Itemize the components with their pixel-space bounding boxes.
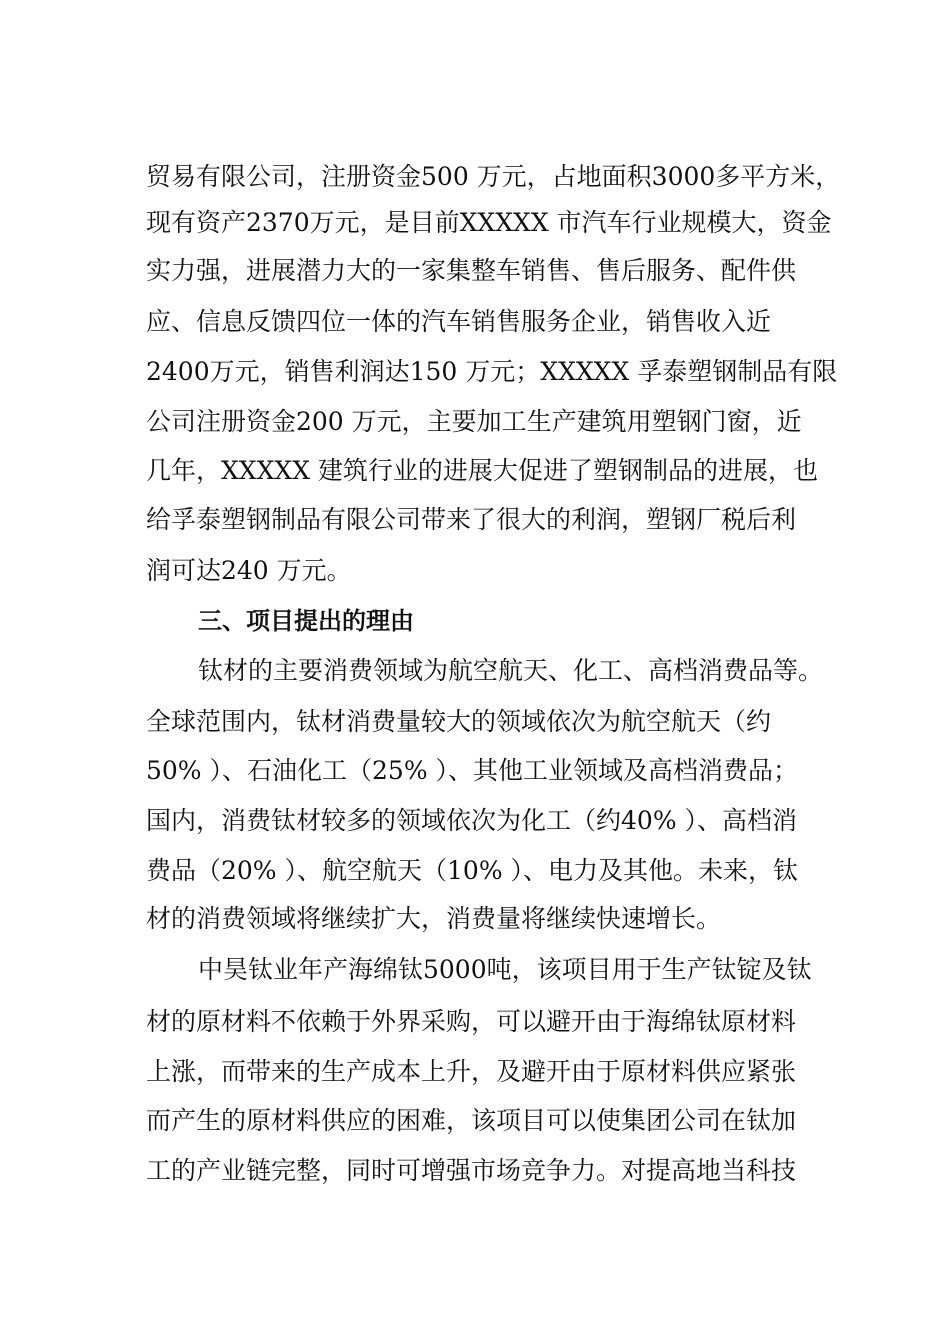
- para1-line-6: 公司注册资金200 万元，主要加工生产建筑用塑钢门窗，近: [146, 407, 802, 436]
- para1-line-7: 几年，XXXXX 建筑行业的进展大促进了塑钢制品的进展，也: [146, 456, 818, 485]
- para2-line-2: 全球范围内，钛材消费量较大的领域依次为航空航天（约: [146, 707, 772, 736]
- para2-line-3: 50% ）、石油化工（25% ）、其他工业领域及高档消费品；: [146, 756, 799, 785]
- para1-line-9: 润可达240 万元。: [146, 556, 352, 585]
- para1-line-5: 2400万元，销售利润达150 万元；XXXXX 孚泰塑钢制品有限: [146, 357, 838, 386]
- para1-line-4: 应、信息反馈四位一体的汽车销售服务企业，销售收入近: [146, 307, 772, 336]
- para2-line-1: 钛材的主要消费领域为航空航天、化工、高档消费品等。: [198, 656, 824, 685]
- para3-line-2: 材的原材料不依赖于外界采购，可以避开由于海绵钛原材料: [146, 1007, 797, 1036]
- para3-line-3: 上涨，而带来的生产成本上升，及避开由于原材料供应紧张: [146, 1057, 797, 1086]
- para2-line-5: 费品（20% ）、航空航天（10% ）、电力及其他。未来，钛: [146, 856, 799, 885]
- para1-line-8: 给孚泰塑钢制品有限公司带来了很大的利润，塑钢厂税后利: [146, 505, 797, 534]
- para2-line-4: 国内，消费钛材较多的领域依次为化工（约40% ）、高档消: [146, 806, 798, 835]
- para2-line-6: 材的消费领域将继续扩大，消费量将继续快速增长。: [146, 904, 722, 933]
- para1-line-3: 实力强，进展潜力大的一家集整车销售、售后服务、配件供: [146, 256, 797, 285]
- para1-line-2: 现有资产2370万元，是目前XXXXX 市汽车行业规模大，资金: [146, 208, 832, 237]
- para3-line-5: 工的产业链完整，同时可增强市场竞争力。对提高地当科技: [146, 1156, 797, 1185]
- para3-line-1: 中昊钛业年产海绵钛5000吨，该项目用于生产钛锭及钛: [198, 955, 812, 984]
- para1-line-1: 贸易有限公司，注册资金500 万元，占地面积3000多平方米，: [146, 162, 841, 191]
- para3-line-4: 而产生的原材料供应的困难，该项目可以使集团公司在钛加: [146, 1106, 797, 1135]
- section-heading: 三、项目提出的理由: [198, 607, 414, 635]
